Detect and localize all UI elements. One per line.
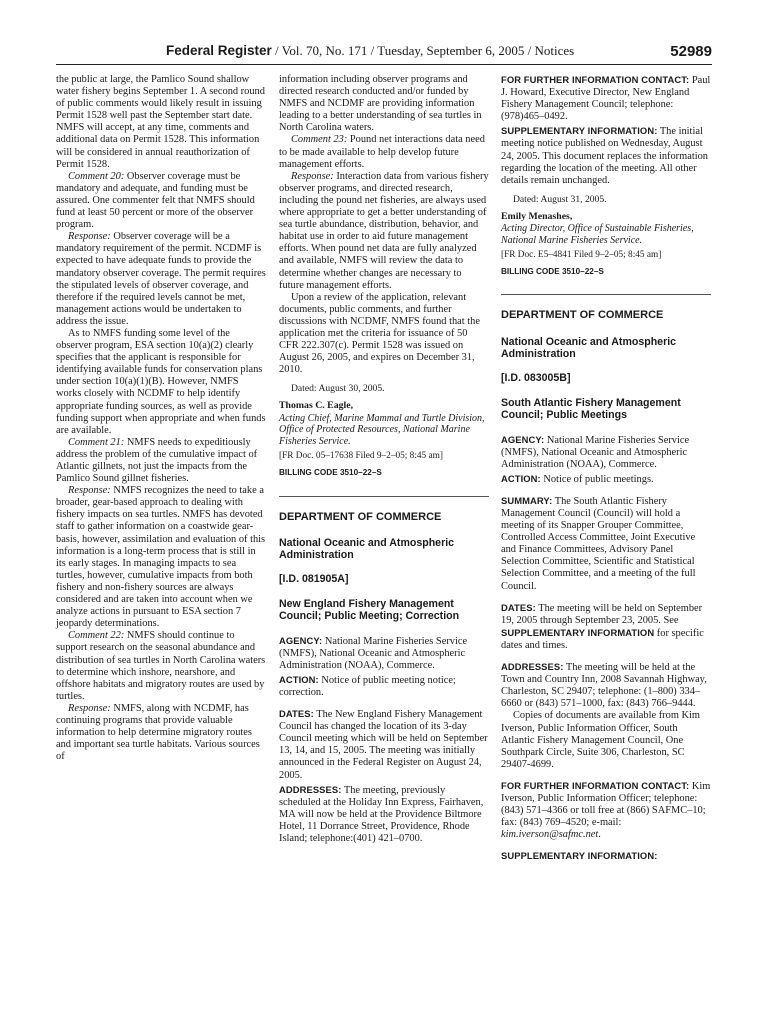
agency-section: AGENCY: National Marine Fisheries Service (NMFS), National Oceanic and Atmospheric Administration (NOAA), Commerce.	[279, 634, 468, 671]
page-header	[56, 40, 712, 65]
signer-name: Thomas C. Eagle,	[279, 400, 354, 412]
comment-23: Comment 23: Pound net interactions data need to be made available to help develop future management efforts.	[279, 134, 485, 170]
dates-section: DATES: The meeting will be held on September 19, 2005 through September 23, 2005. See SUPPLEMENTARY INFORMATION for specific dates and times.	[501, 601, 704, 651]
billing-code: BILLING CODE 3510–22–S	[501, 267, 604, 277]
paragraph: information including observer programs and directed research conducted and/or funded by NMFS and NCDMF are providing information leading to a better understanding of sea turtles in North Carolina waters.	[279, 74, 482, 134]
contact-section: FOR FURTHER INFORMATION CONTACT: Kim Iverson, Public Information Officer; telephone: (843) 571–4366 or toll free at (866) SAFMC–10; fax: (843) 769–4520; e-mail: kim.iverson@safmc.net.	[501, 779, 711, 841]
docket-id: [I.D. 081905A]	[279, 573, 349, 586]
department-heading: DEPARTMENT OF COMMERCE	[501, 309, 664, 322]
supplementary-section: SUPPLEMENTARY INFORMATION: The initial meeting notice published on Wednesday, August 24, 2005. This document replaces the information regarding the location of the meeting. All other details remain unchanged.	[501, 125, 708, 186]
response-21: Response: NMFS recognizes the need to take a broader, gear-based approach to dealing with fishery impacts on sea turtles. NMFS has devoted staff to gather information on a coastwide gear-basis, however, assimilation and evaluation of this information is a long-term process that is still in its early stages. In managing impacts to sea turtles, however, cumulative impacts from both fishery and non-fishery sources are always considered and are taken into account when we analyze actions in pursuant to ESA section 7 jeopardy determinations.	[56, 485, 266, 630]
copies-paragraph: Copies of documents are available from Kim Iverson, Public Information Officer, South Atlantic Fishery Management Council, One Southpark Circle, Suite 306, Charleston, SC 29407-4699.	[501, 710, 700, 770]
summary-section: SUMMARY: The South Atlantic Fishery Management Council (Council) will hold a meeting of its Snapper Grouper Committee, Controlled Access Committee, Joint Executive and Finance Committees, Advisory Panel Selection Committee, Scientific and Statistical Selection Committee, and a meeting of the full Council.	[501, 494, 696, 592]
journal-name: Federal Register	[166, 43, 272, 58]
comment-21: Comment 21: NMFS needs to expeditiously address the problem of the cumulative impact of Atlantic gillnets, not just the impacts from the Pamlico Sound gillnet fisheries.	[56, 436, 258, 485]
signer-title: Acting Director, Office of Sustainable Fisheries, National Marine Fisheries Service.	[501, 223, 694, 246]
response-22: Response: NMFS, along with NCDMF, has continuing programs that provide valuable information to help determine migratory routes and important sea turtle habitats. Various sources of	[56, 702, 260, 763]
signer-name: Emily Menashes,	[501, 210, 573, 222]
column-1	[56, 74, 266, 763]
notice-title: South Atlantic Fishery Management Council; Public Meetings	[501, 396, 681, 422]
issue-info: / Vol. 70, No. 171 / Tuesday, September 6, 2005 / Notices	[271, 43, 575, 58]
action-section: ACTION: Notice of public meetings.	[501, 472, 654, 485]
notice-title: New England Fishery Management Council; Public Meeting; Correction	[279, 597, 460, 623]
department-heading: DEPARTMENT OF COMMERCE	[279, 510, 442, 523]
page-number: 52989	[670, 43, 712, 60]
section-divider	[501, 294, 711, 295]
dated-line: Dated: August 31, 2005.	[513, 193, 607, 205]
paragraph: Upon a review of the application, relevant documents, public comments, and further discussions with NCDMF, NMFS found that the application met the criteria for issuance of 50 CFR 222.307(c). Permit 1528 was issued on August 26, 2005, and expires on December 31, 2010.	[279, 291, 480, 376]
column-3	[501, 74, 711, 863]
dates-section: DATES: The New England Fishery Management Council has changed the location of its 3-day Council meeting which will be held on September 13, 14, and 15, 2005. The meeting was initially announced in the Federal Register on August 24, 2005.	[279, 708, 488, 781]
running-head	[166, 43, 574, 59]
response-20: Response: Observer coverage will be a mandatory requirement of the permit. NCDMF is expected to have adequate funds to provide the mandatory observer coverage. The permit requires the stipulated levels of observer coverage, and therefore if the required levels cannot be met, management actions would be undertaken to address the issue.	[56, 231, 266, 327]
comment-20: Comment 20: Observer coverage must be mandatory and adequate, and funding must be assured. One commenter felt that NMFS should fund at least 50 percent or more of the observer program.	[56, 170, 255, 231]
signer-title: Acting Chief, Marine Mammal and Turtle Division, Office of Protected Resources, National Marine Fisheries Service.	[279, 412, 485, 447]
addresses-section: ADDRESSES: The meeting, previously scheduled at the Holiday Inn Express, Fairhaven, MA will now be held at the Providence Biltmore Hotel, 11 Dorrance Street, Providence, Rhode Island; telephone:(401) 421–0700.	[279, 783, 484, 845]
agency-heading: National Oceanic and Atmospheric Administration	[279, 536, 455, 561]
addresses-section: ADDRESSES: The meeting will be held at the Town and Country Inn, 2008 Savannah Highway, Charleston, SC 29407; telephone: (1–800) 334–6660 or (843) 571–1000, fax: (843) 766–9444.	[501, 661, 707, 710]
paragraph: the public at large, the Pamlico Sound shallow water fishery begins September 1. A second round of public comments would likely result in issuing Permit 1528 well past the September start date. NMFS will accept, at any time, comments and additional data on Permit 1528. This information will be considered in annual reauthorization of Permit 1528.	[56, 74, 265, 170]
column-2	[279, 74, 489, 845]
dated-line: Dated: August 30, 2005.	[291, 383, 385, 395]
docket-id: [I.D. 083005B]	[501, 372, 571, 385]
paragraph: As to NMFS funding some level of the observer program, ESA section 10(a)(2) clearly specifies that the applicant is responsible for identifying available funds for conservation plans under section 10(a)(1)(B). However, NMFS works closely with NCDMF to help identify appropriate funding sources, as well as provide funding support when appropriate and when funds are available.	[56, 327, 266, 436]
supplementary-section: SUPPLEMENTARY INFORMATION:	[501, 850, 658, 862]
agency-heading: National Oceanic and Atmospheric Administration	[501, 335, 677, 360]
section-divider	[279, 496, 489, 497]
fr-doc-line: [FR Doc. E5–4841 Filed 9–2–05; 8:45 am]	[501, 250, 662, 261]
billing-code: BILLING CODE 3510–22–S	[279, 468, 382, 478]
fr-doc-line: [FR Doc. 05–17638 Filed 9–2–05; 8:45 am]	[279, 451, 443, 462]
agency-section: AGENCY: National Marine Fisheries Service (NMFS), National Oceanic and Atmospheric Administration (NOAA), Commerce.	[501, 433, 690, 470]
action-section: ACTION: Notice of public meeting notice; correction.	[279, 673, 456, 698]
response-23: Response: Interaction data from various fishery observer programs, and directed research, including the pound net fisheries, are always used where appropriate to get a better understanding of sea turtle abundance, distribution, behavior, and habitat use in order to aid future management efforts. When pound net data are fully analyzed and available, NMFS will review the data to determine whether changes are necessary to future management efforts.	[279, 170, 489, 291]
email-link[interactable]: kim.iverson@safmc.net	[501, 829, 599, 841]
contact-section: FOR FURTHER INFORMATION CONTACT: Paul J. Howard, Executive Director, New England Fishery Management Council; telephone: (978)465–0492.	[501, 74, 711, 123]
comment-22: Comment 22: NMFS should continue to support research on the seasonal abundance and distribution of sea turtles in North Carolina waters to determine which inshore, nearshore, and offshore habitats and migratory routes are used by turtles.	[56, 630, 266, 702]
